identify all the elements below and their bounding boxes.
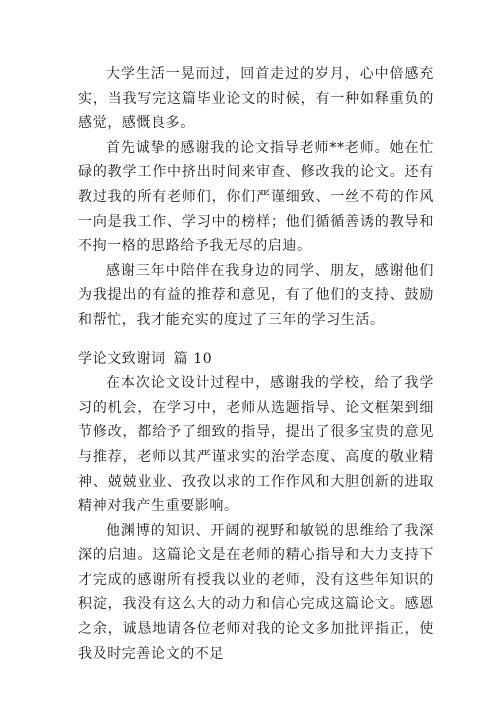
document-body bbox=[78, 62, 434, 666]
paragraph-thanks-advisor: 首先诚挚的感谢我的论文指导老师**老师。她在忙碌的教学工作中挤出时间来审查、修改我的论文。还有教过我的所有老师们，你们严谨细致、一丝不苟的作风一向是我工作、学习中的榜样；他们循循善诱的教导和不拘一格的思路给予我无尽的启迪。 bbox=[78, 139, 434, 255]
section-number: 篇 10 bbox=[173, 350, 213, 367]
section-title: 学论文致谢词 bbox=[78, 350, 166, 367]
paragraph-thanks-teachers: 他渊博的知识、开阔的视野和敏锐的思维给了我深深的启迪。这篇论文是在老师的精心指导和大力支持下才完成的感谢所有授我以业的老师，没有这些年知识的积淀，我没有这么大的动力和信心完成这篇论文。感恩之余，诚恳地请各位老师对我的论文多加批评指正，使我及时完善论文的不足 bbox=[78, 522, 434, 662]
paragraph-thanks-school: 在本次论文设计过程中，感谢我的学校，给了我学习的机会，在学习中，老师从选题指导、论文框架到细节修改，都给予了细致的指导，提出了很多宝贵的意见与推荐，老师以其严谨求实的治学态度、高度的敬业精神、兢兢业业、孜孜以求的工作作风和大胆创新的进取精神对我产生重要影响。 bbox=[78, 375, 434, 515]
paragraph-thanks-classmates: 感谢三年中陪伴在我身边的同学、朋友，感谢他们为我提出的有益的推荐和意见，有了他们的支持、鼓励和帮忙，我才能充实的度过了三年的学习生活。 bbox=[78, 262, 434, 328]
section-heading bbox=[78, 347, 434, 372]
paragraph-intro: 大学生活一晃而过，回首走过的岁月，心中倍感充实，当我写完这篇毕业论文的时候，有一种如释重负的感觉，感慨良多。 bbox=[78, 66, 434, 132]
